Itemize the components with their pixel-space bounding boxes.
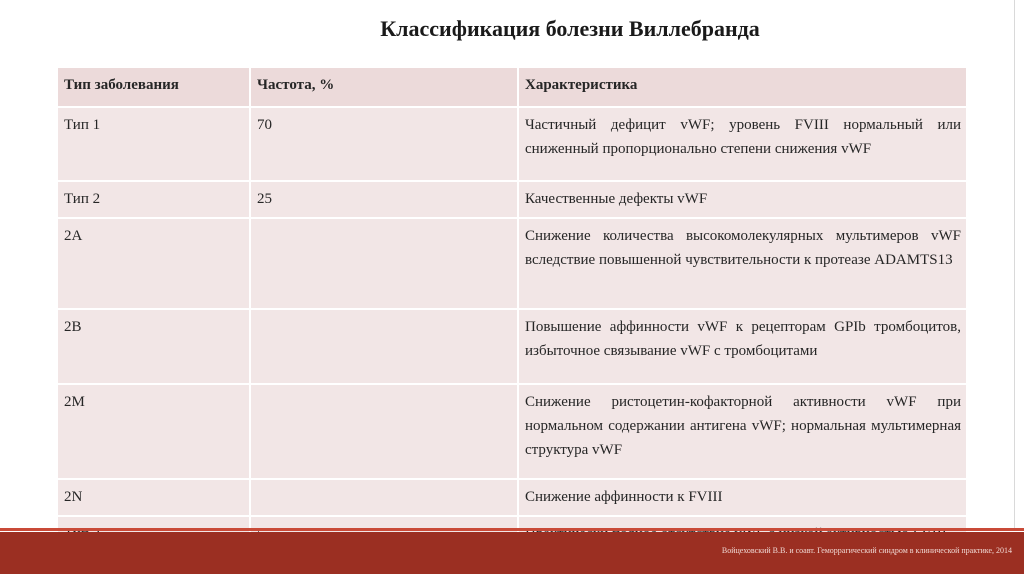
cell-frequency: [250, 384, 518, 479]
cell-characteristic: Повышение аффинности vWF к рецепторам GPIb тромбоцитов, избыточное связывание vWF с тромбоцитами: [518, 309, 967, 384]
cell-type: Тип 1: [57, 107, 250, 181]
cell-frequency: 25: [250, 181, 518, 218]
table-row: [57, 107, 967, 181]
cell-frequency: 70: [250, 107, 518, 181]
header-frequency: Частота, %: [250, 67, 518, 107]
table-row: [57, 309, 967, 384]
slide-edge-line: [1014, 0, 1015, 528]
table-row: [57, 218, 967, 309]
footer-citation: Войцеховский В.В. и соавт. Геморрагический синдром в клинической практике, 2014: [721, 546, 1012, 555]
cell-characteristic: Качественные дефекты vWF: [518, 181, 967, 218]
cell-frequency: [250, 309, 518, 384]
classification-table: [56, 66, 968, 564]
header-type: Тип заболевания: [57, 67, 250, 107]
cell-characteristic: Снижение ристоцетин-кофакторной активности vWF при нормальном содержании антигена vWF; нормальная мультимерная структура vWF: [518, 384, 967, 479]
cell-frequency: [250, 479, 518, 516]
slide-title: Классификация болезни Виллебранда: [380, 16, 760, 41]
table-row: [57, 479, 967, 516]
cell-type: 2B: [57, 309, 250, 384]
cell-characteristic: Снижение количества высокомолекулярных мультимеров vWF вследствие повышенной чувствительности к протеазе ADAMTS13: [518, 218, 967, 309]
table-row: [57, 181, 967, 218]
cell-type: 2A: [57, 218, 250, 309]
cell-characteristic: Снижение аффинности к FVIII: [518, 479, 967, 516]
cell-type: 2N: [57, 479, 250, 516]
cell-frequency: [250, 218, 518, 309]
cell-type: 2M: [57, 384, 250, 479]
cell-characteristic: Частичный дефицит vWF; уровень FVIII нормальный или сниженный пропорционально степени снижения vWF: [518, 107, 967, 181]
table-row: [57, 384, 967, 479]
table-header-row: [57, 67, 967, 107]
footer-accent-line: [0, 528, 1024, 531]
header-characteristic: Характеристика: [518, 67, 967, 107]
cell-type: Тип 2: [57, 181, 250, 218]
